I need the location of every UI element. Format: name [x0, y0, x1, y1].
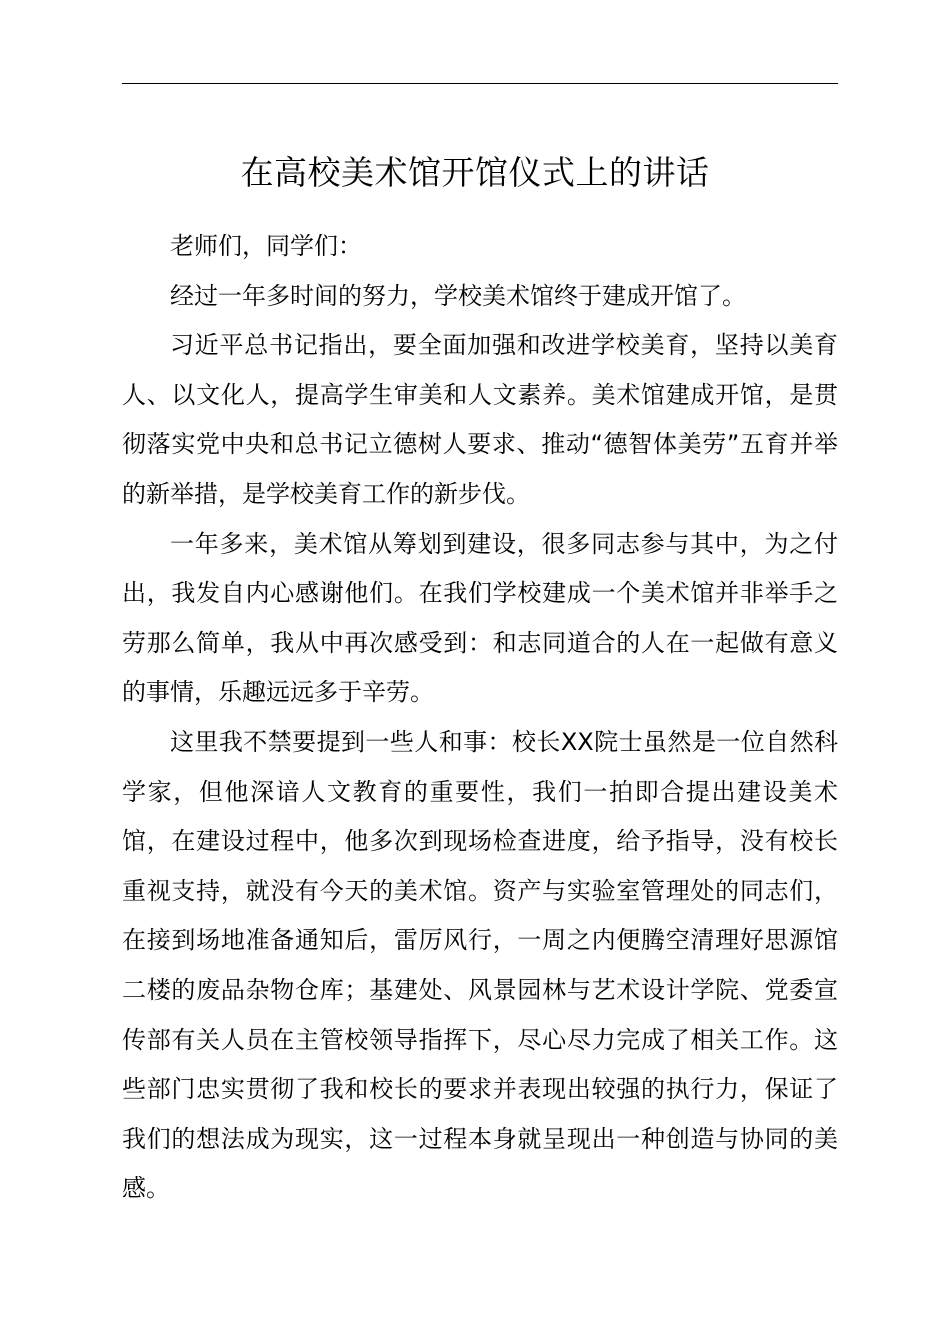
- document-title: 在高校美术馆开馆仪式上的讲话: [240, 153, 710, 192]
- document-body: [122, 222, 838, 1214]
- paragraph-opening: 经过一年多时间的努力，学校美术馆终于建成开馆了。: [170, 281, 746, 310]
- paragraph-thanks: 一年多来，美术馆从筹划到建设，很多同志参与其中，为之付出，我发自内心感谢他们。在我们学校建成一个美术馆并非举手之劳那么简单，我从中再次感受到：和志同道合的人在一起做有意义的事情，乐趣远远多于辛劳。: [122, 529, 838, 707]
- salutation: 老师们，同学们：: [170, 232, 362, 260]
- header-rule: [122, 83, 838, 84]
- paragraph-policy: 习近平总书记指出，要全面加强和改进学校美育，坚持以美育人、以文化人，提高学生审美和人文素养。美术馆建成开馆，是贯彻落实党中央和总书记立德树人要求、推动“德智体美劳”五育并举的新举措，是学校美育工作的新步伐。: [122, 331, 838, 508]
- paragraph-people: 这里我不禁要提到一些人和事：校长XX院士虽然是一位自然科学家，但他深谙人文教育的重要性，我们一拍即合提出建设美术馆，在建设过程中，他多次到现场检查进度，给予指导，没有校长重视支持，就没有今天的美术馆。资产与实验室管理处的同志们，在接到场地准备通知后，雷厉风行，一周之内便腾空清理好思源馆二楼的废品杂物仓库；基建处、风景园林与艺术设计学院、党委宣传部有关人员在主管校领导指挥下，尽心尽力完成了相关工作。这些部门忠实贯彻了我和校长的要求并表现出较强的执行力，保证了我们的想法成为现实，这一过程本身就呈现出一种创造与协同的美感。: [122, 727, 838, 1203]
